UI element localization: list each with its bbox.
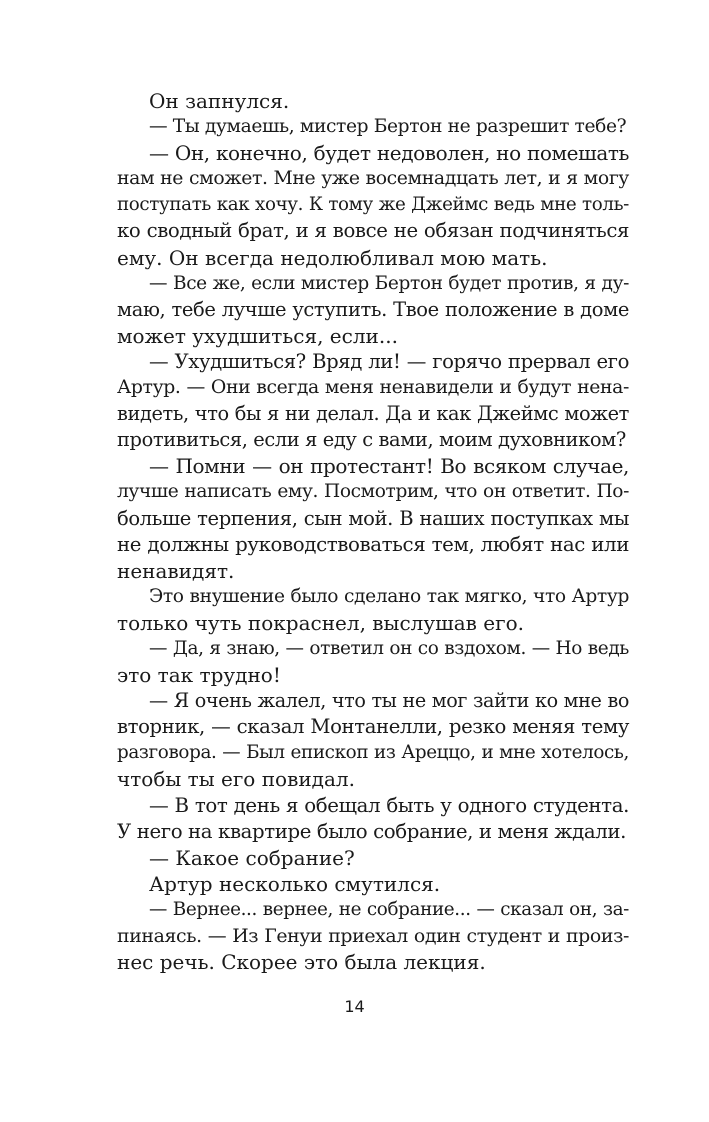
body-text bbox=[117, 88, 629, 975]
text-line: ко сводный брат, и я вовсе не обязан подчиняться bbox=[117, 219, 629, 243]
text-line: ему. Он всегда недолюбливал мою мать. bbox=[117, 245, 548, 270]
text-line: это так трудно! bbox=[117, 663, 281, 688]
text-line: — Да, я знаю, — ответил он со вздохом. — Но ведь bbox=[149, 637, 629, 659]
text-line: У него на квартире было собрание, и меня ждали. bbox=[117, 819, 626, 843]
text-line: — В тот день я обещал быть у одного студента. bbox=[149, 793, 629, 817]
text-line: — Ты думаешь, мистер Бертон не разрешит тебе? bbox=[149, 116, 627, 138]
text-line: не должны руководствоваться тем, любят нас или bbox=[117, 532, 629, 556]
text-line: — Вернее... вернее, не собрание... — сказал он, за- bbox=[149, 898, 629, 920]
text-line: нам не сможет. Мне уже восемнадцать лет, и я могу bbox=[117, 168, 629, 190]
text-line: Артур. — Они всегда меня ненавидели и будут нена- bbox=[117, 377, 629, 399]
text-line: чтобы ты его повидал. bbox=[117, 767, 355, 792]
text-line: нес речь. Скорее это была лекция. bbox=[117, 950, 486, 975]
text-line: поступать как хочу. К тому же Джеймс ведь мне толь- bbox=[117, 194, 629, 216]
text-line: пинаясь. — Из Генуи приехал один студент и произ- bbox=[117, 925, 629, 947]
text-line: — Он, конечно, будет недоволен, но помешать bbox=[149, 141, 629, 166]
text-line: Он запнулся. bbox=[149, 89, 290, 113]
text-line: Это внушение было сделано так мягко, что Артур bbox=[149, 585, 629, 607]
text-line: вторник, — сказал Монтанелли, резко меняя тему bbox=[117, 715, 629, 739]
text-line: — Все же, если мистер Бертон будет против, я ду- bbox=[149, 272, 629, 294]
text-line: ненавидят. bbox=[117, 558, 235, 583]
text-line: Артур несколько смутился. bbox=[149, 871, 441, 896]
text-line: противиться, если я еду с вами, моим духовником? bbox=[117, 428, 626, 452]
text-line: — Ухудшиться? Вряд ли! — горячо прервал его bbox=[149, 349, 629, 373]
text-line: — Помни — он протестант! Во всяком случае, bbox=[149, 454, 629, 479]
text-line: больше терпения, сын мой. В наших поступках мы bbox=[117, 506, 629, 530]
text-line: лучше написать ему. Посмотрим, что он ответит. По- bbox=[117, 481, 629, 503]
text-line: только чуть покраснел, выслушав его. bbox=[117, 610, 524, 635]
text-line: — Я очень жалел, что ты не мог зайти ко мне во bbox=[149, 689, 629, 713]
text-line: видеть, что бы я ни делал. Да и как Джеймс может bbox=[117, 402, 629, 426]
text-line: маю, тебе лучше уступить. Твое положение в доме bbox=[117, 297, 629, 321]
text-line: может ухудшиться, если... bbox=[117, 323, 398, 348]
page-number: 14 bbox=[344, 997, 365, 1016]
text-line: — Какое собрание? bbox=[149, 845, 355, 870]
text-line: разговора. — Был епископ из Ареццо, и мне хотелось, bbox=[117, 742, 629, 764]
